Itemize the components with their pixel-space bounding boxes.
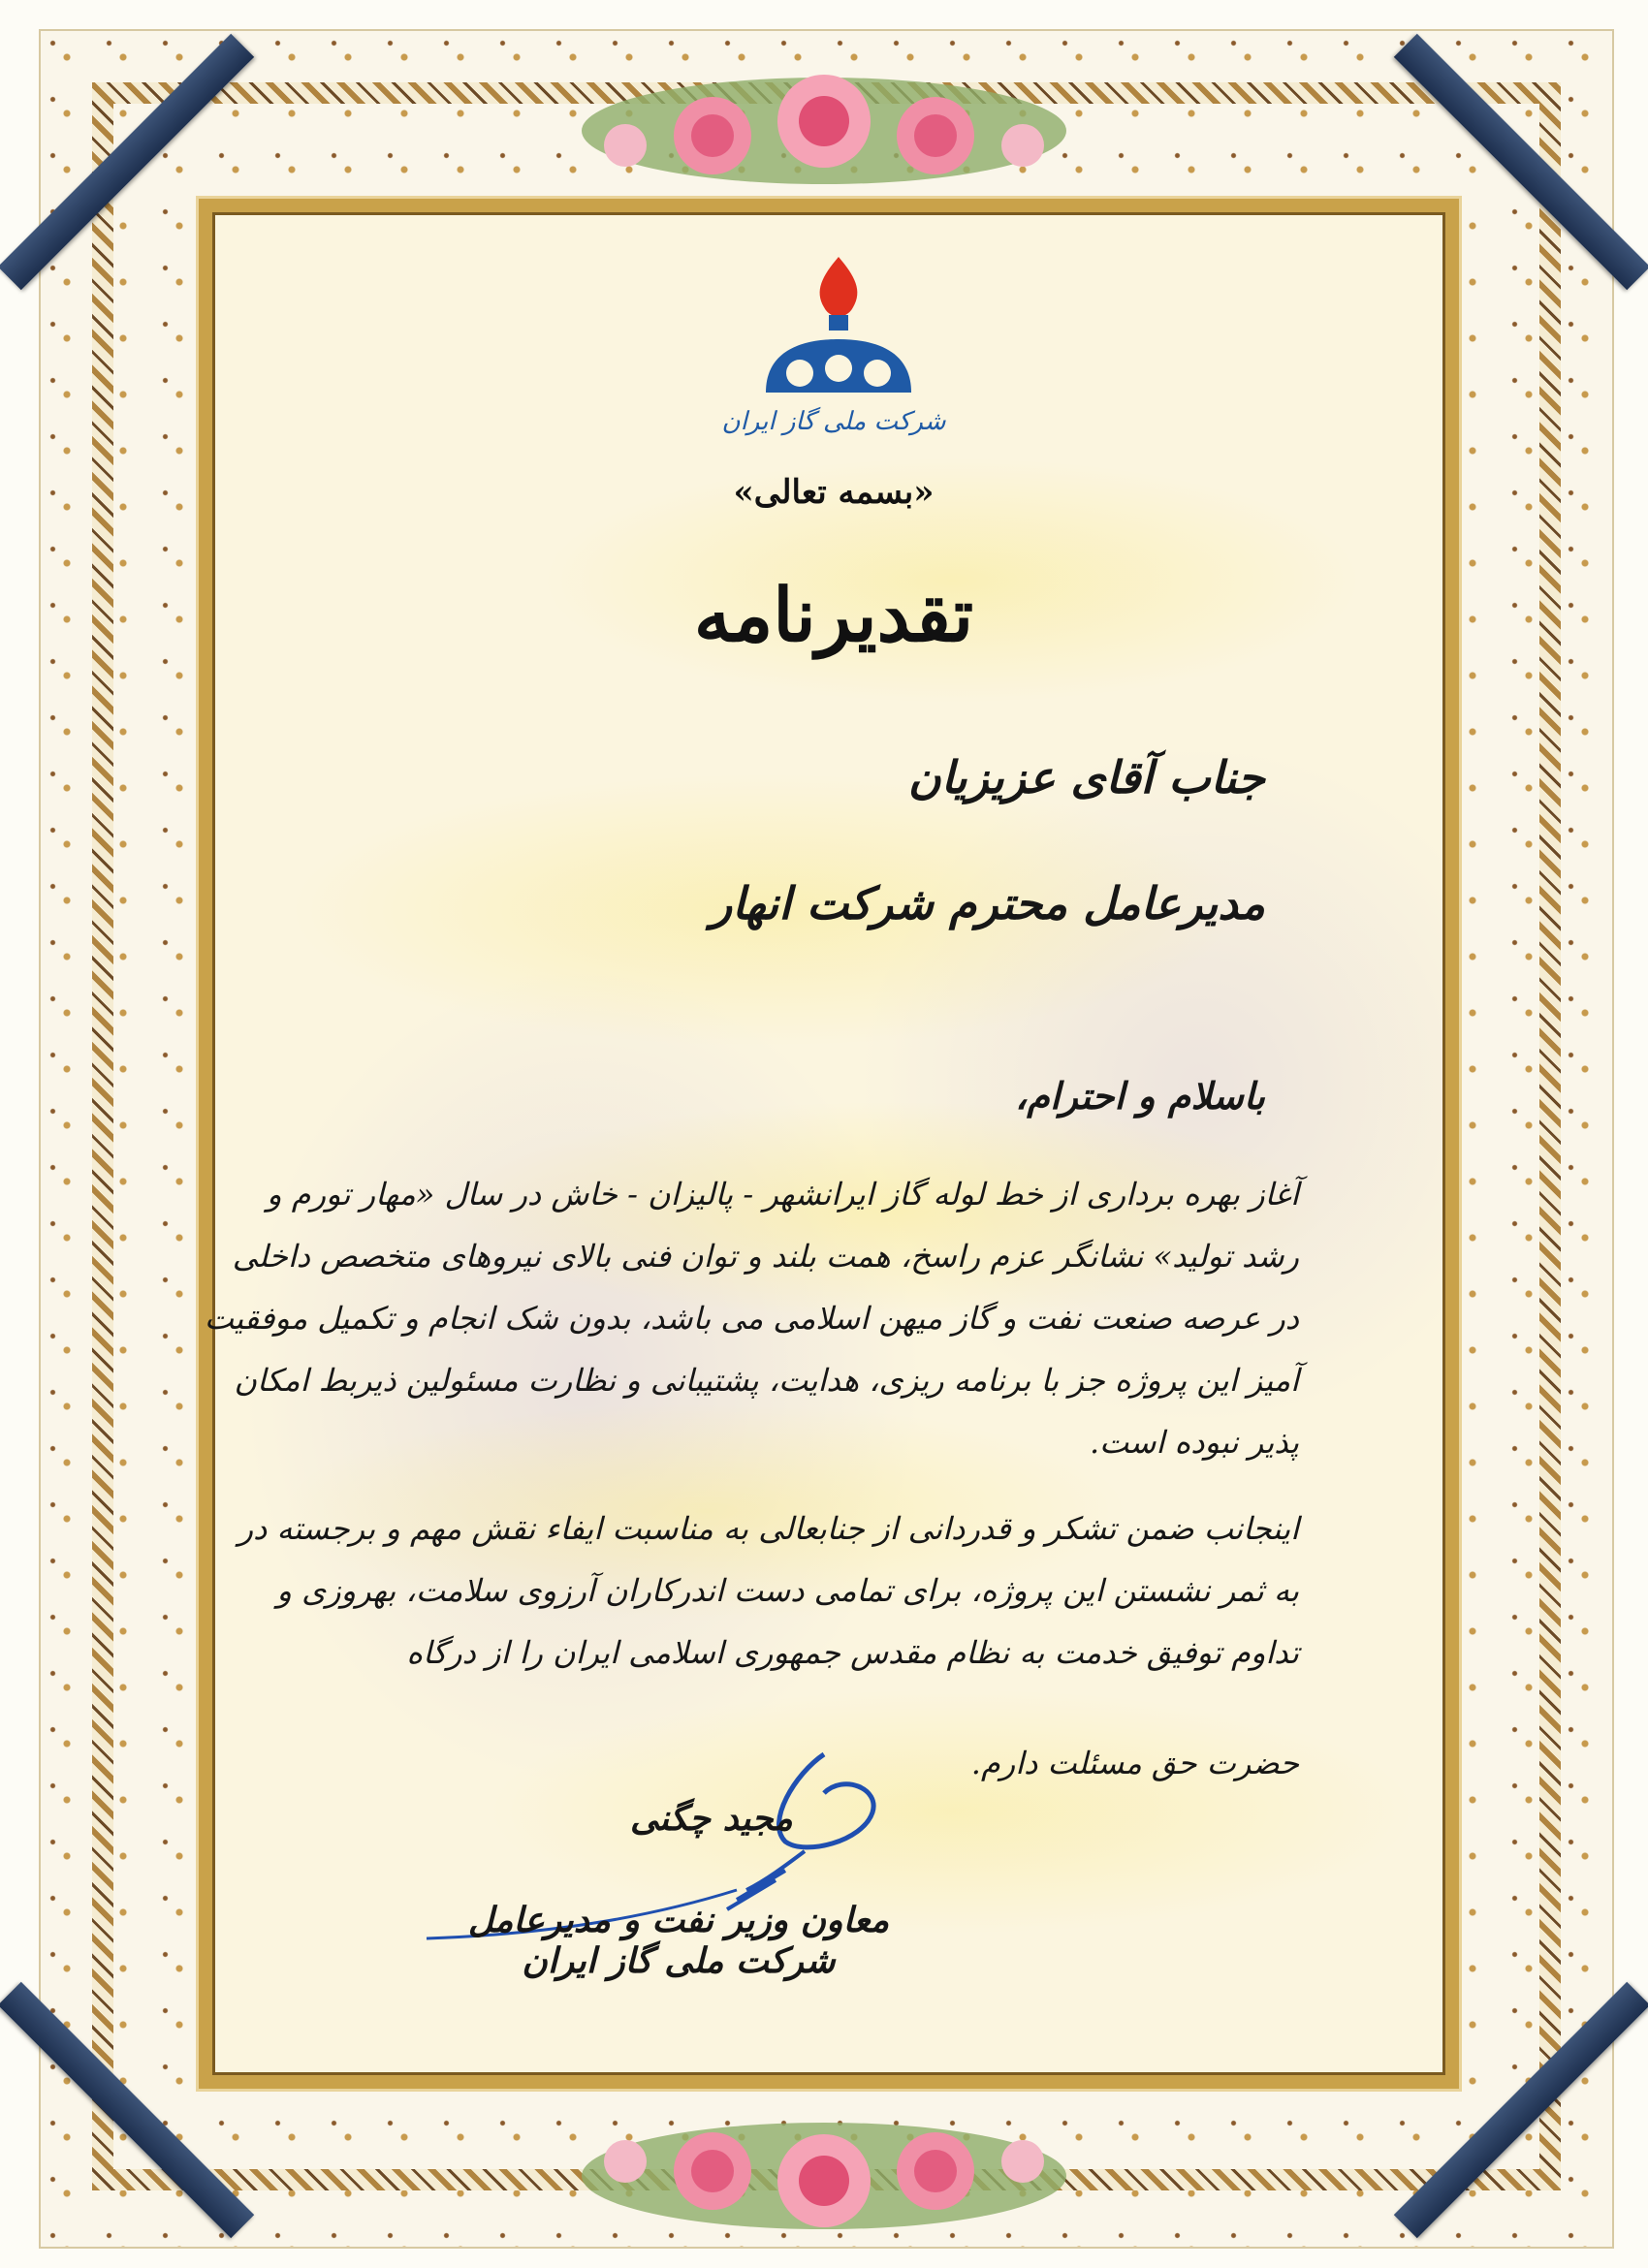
organization-name: شرکت ملی گاز ایران — [721, 407, 946, 436]
signer-name: مجید چگنی — [630, 1798, 793, 1839]
signer-title: معاون وزیر نفت و مدیرعامل شرکت ملی گاز ایران — [467, 1900, 890, 1981]
recipient-name: جناب آقای عزیزیان — [907, 751, 1265, 803]
recipient-position: مدیرعامل محترم شرکت انهار — [710, 877, 1265, 929]
basmala-heading: «بسمه تعالی» — [733, 473, 935, 512]
certificate-title: تقدیرنامه — [693, 572, 974, 658]
rose-ornament-bottom — [567, 2103, 1081, 2249]
body-paragraph-1: آغاز بهره برداری از خط لوله گاز ایرانشهر - پالیزان - خاش در سال «مهار تورم و رشد تولید» نشانگر عزم راسخ، همت بلند و توان فنی بالای نیروهای متخصص داخلی در عرصه صنعت نفت و گاز میهن اسلامی می باشد، بدون شک انجام و تکمیل موفقیت آمیز این پروژه جز با برنامه ریزی، هدایت، پشتیبانی و نظارت مسئولین ذیربط امکان پذیر نبوده است. — [204, 1176, 1299, 1461]
closing-line: حضرت حق مسئلت دارم. — [970, 1745, 1299, 1781]
rose-ornament-top — [567, 53, 1081, 199]
body-paragraph-2: اینجانب ضمن تشکر و قدردانی از جنابعالی به مناسبت ایفاء نقش مهم و برجسته در به ثمر نشستن این پروژه، برای تمامی دست اندرکاران آرزوی سلامت، بهروزی و تداوم توفیق خدمت به نظام مقدس جمهوری اسلامی ایران را از درگاه — [238, 1510, 1299, 1671]
greeting-line: باسلام و احترام، — [1015, 1074, 1265, 1118]
